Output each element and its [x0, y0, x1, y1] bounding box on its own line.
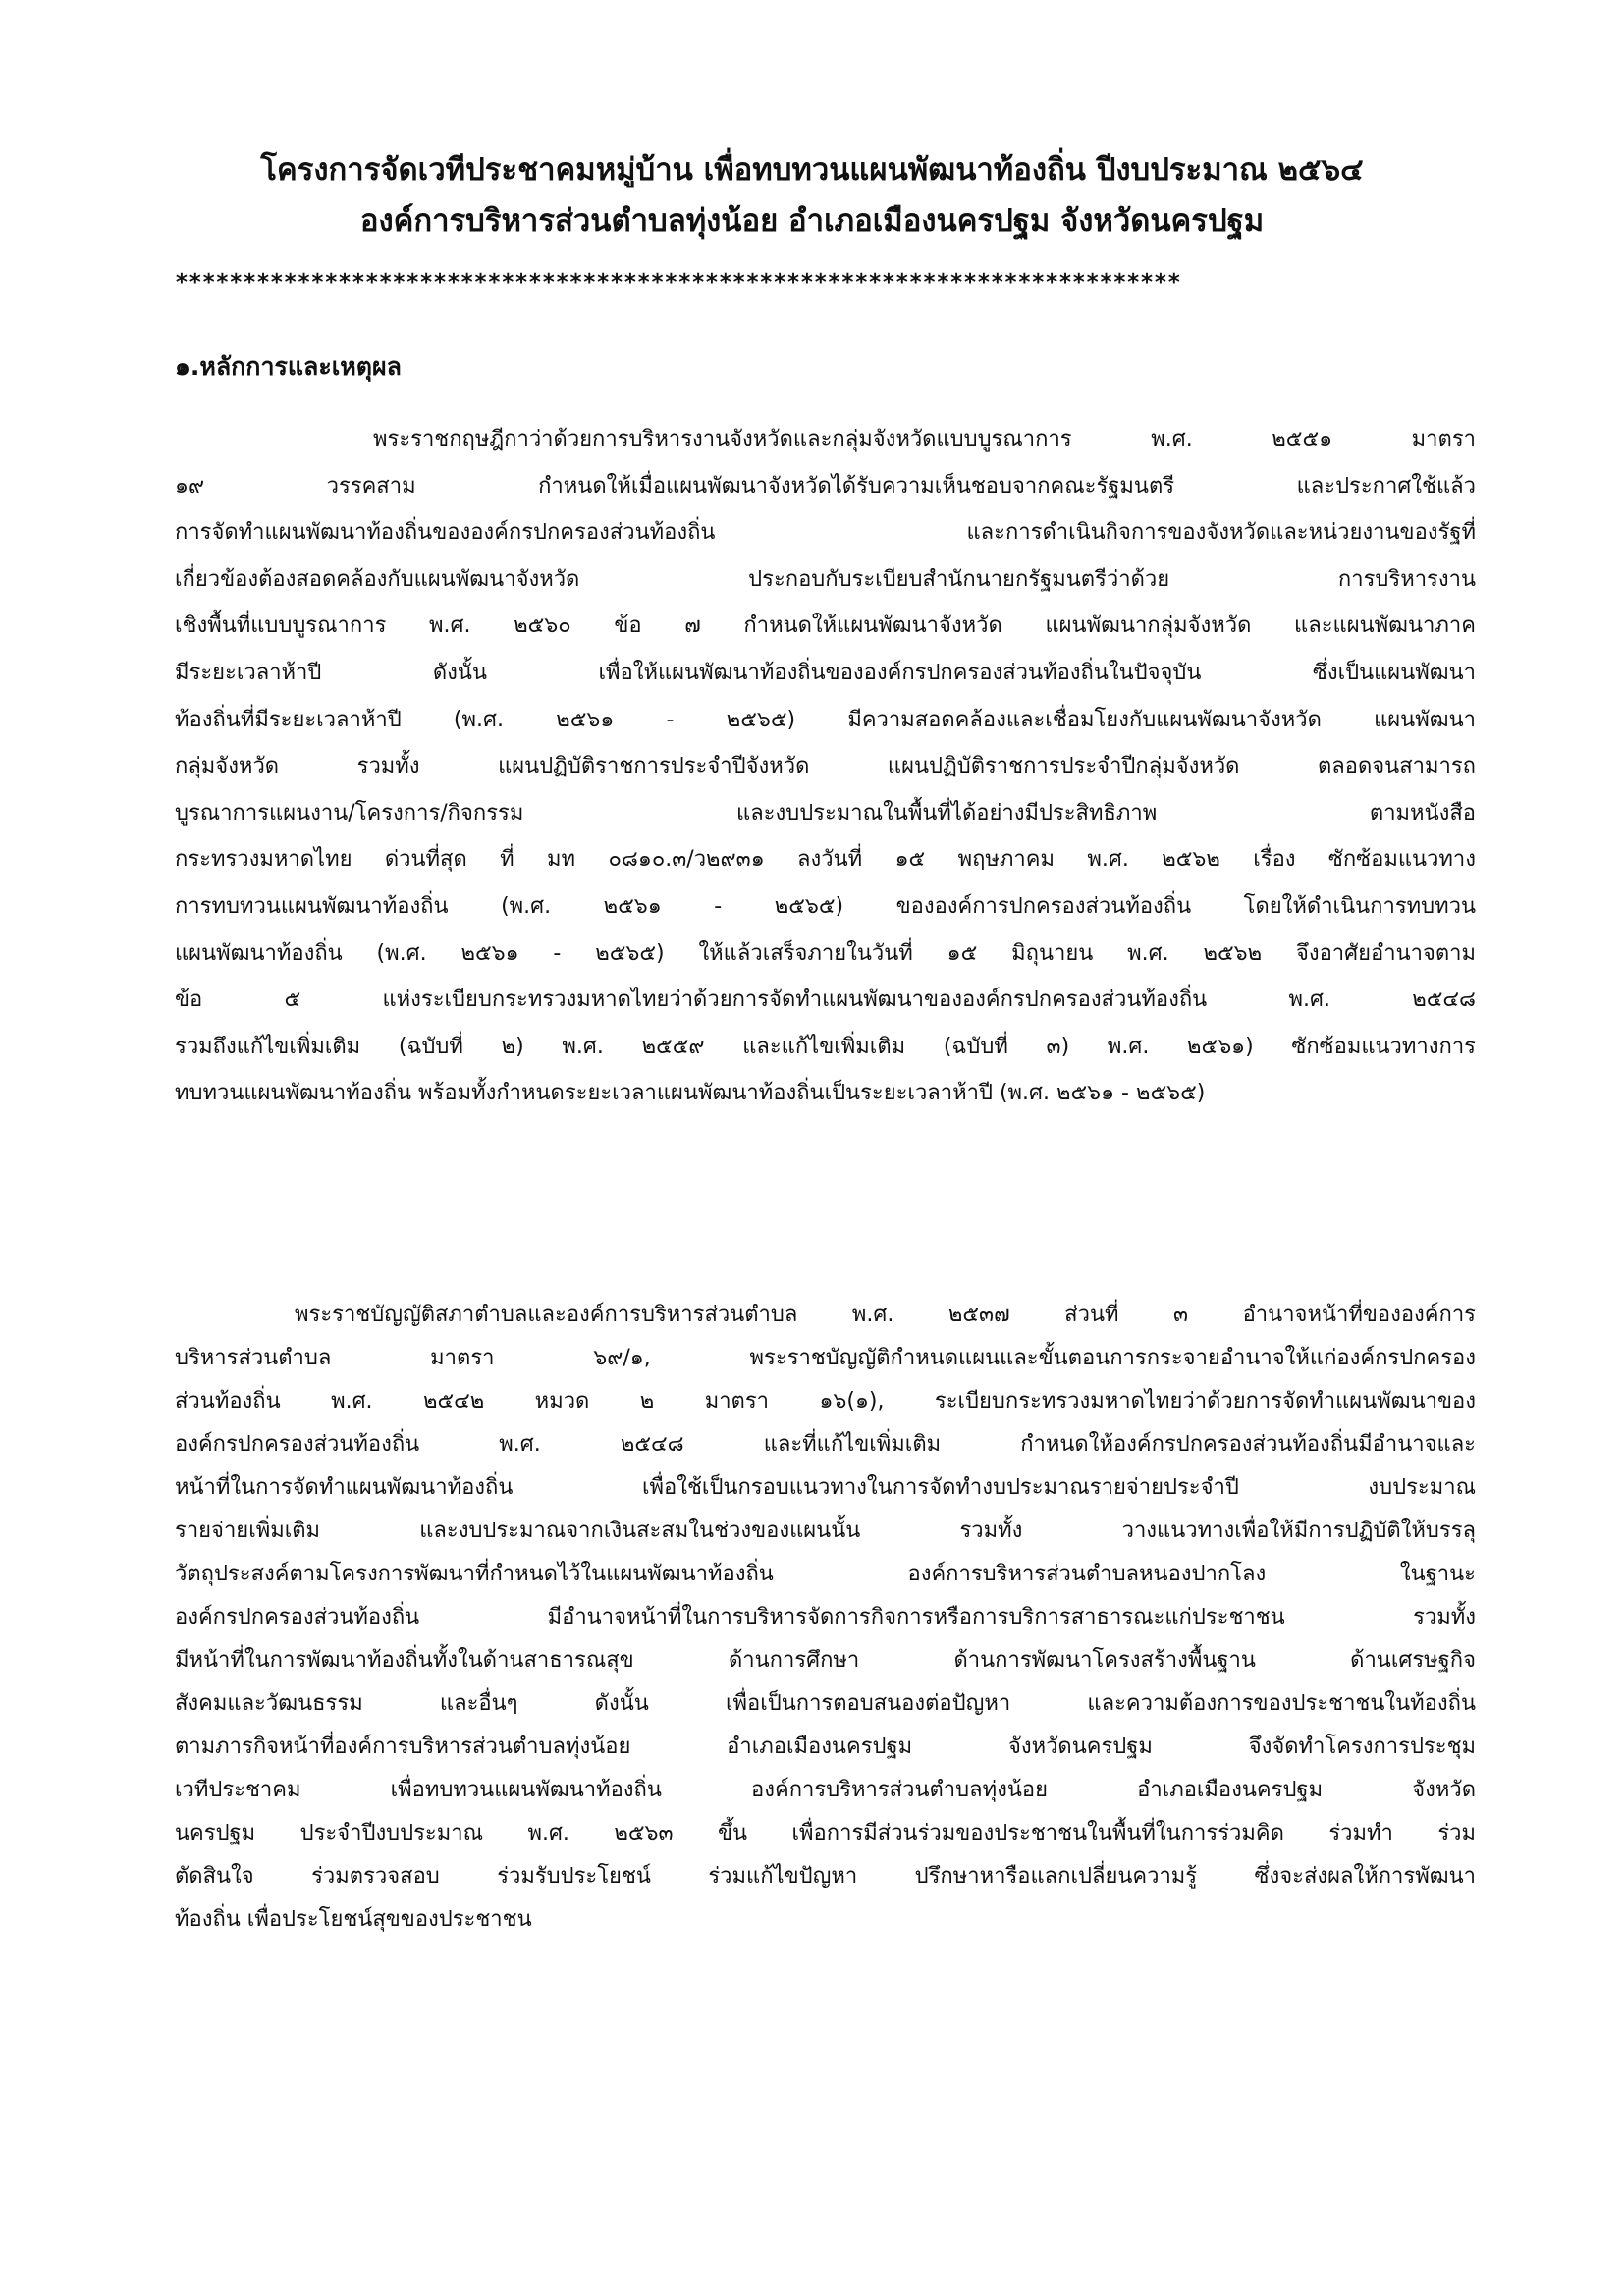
paragraph-line: เวทีประชาคม เพื่อทบทวนแผนพัฒนาท้องถิ่น องค์การบริหารส่วนตำบลทุ่งน้อย อำเภอเมืองนครปฐม จังหวัด [175, 1778, 1476, 1802]
asterisk-separator: ************************************************************************** [175, 270, 1181, 295]
paragraph-line: ท้องถิ่นที่มีระยะเวลาห้าปี (พ.ศ. ๒๕๖๑ - ๒๕๖๕) มีความสอดคล้องและเชื่อมโยงกับแผนพัฒนาจังหวัด แผนพัฒนา [175, 707, 1476, 732]
paragraph-line: วัตถุประสงค์ตามโครงการพัฒนาที่กำหนดไว้ในแผนพัฒนาท้องถิ่น องค์การบริหารส่วนตำบลหนองปากโลง ในฐานะ [175, 1562, 1476, 1586]
paragraph-line: พระราชกฤษฎีกาว่าด้วยการบริหารงานจังหวัดและกลุ่มจังหวัดแบบบูรณาการ พ.ศ. ๒๕๕๑ มาตรา [373, 427, 1476, 452]
paragraph-line: แผนพัฒนาท้องถิ่น (พ.ศ. ๒๕๖๑ - ๒๕๖๕) ให้แล้วเสร็จภายในวันที่ ๑๕ มิถุนายน พ.ศ. ๒๕๖๒ จึงอาศัยอำนาจตาม [175, 940, 1476, 966]
paragraph-line: เกี่ยวข้องต้องสอดคล้องกับแผนพัฒนาจังหวัด ประกอบกับระเบียบสำนักนายกรัฐมนตรีว่าด้วย การบริหารงาน [175, 566, 1476, 592]
section-heading: ๑.หลักการและเหตุผล [175, 352, 402, 381]
paragraph-line: ส่วนท้องถิ่น พ.ศ. ๒๕๔๒ หมวด ๒ มาตรา ๑๖(๑), ระเบียบกระทรวงมหาดไทยว่าด้วยการจัดทำแผนพัฒนาของ [175, 1389, 1476, 1414]
paragraph-line: การทบทวนแผนพัฒนาท้องถิ่น (พ.ศ. ๒๕๖๑ - ๒๕๖๕) ขององค์การปกครองส่วนท้องถิ่น โดยให้ดำเนินการทบทวน [175, 893, 1476, 919]
paragraph-line: รวมถึงแก้ไขเพิ่มเติม (ฉบับที่ ๒) พ.ศ. ๒๕๕๙ และแก้ไขเพิ่มเติม (ฉบับที่ ๓) พ.ศ. ๒๕๖๑) ซักซ้อมแนวทางการ [175, 1034, 1476, 1059]
paragraph-principles [175, 416, 1476, 1117]
paragraph-line: หน้าที่ในการจัดทำแผนพัฒนาท้องถิ่น เพื่อใช้เป็นกรอบแนวทางในการจัดทำงบประมาณรายจ่ายประจำปี งบประมาณ [175, 1475, 1476, 1500]
paragraph-line: กลุ่มจังหวัด รวมทั้ง แผนปฏิบัติราชการประจำปีจังหวัด แผนปฏิบัติราชการประจำปีกลุ่มจังหวัด ตลอดจนสามารถ [175, 754, 1476, 779]
paragraph-line: กระทรวงมหาดไทย ด่วนที่สุด ที่ มท ๐๘๑๐.๓/ว๒๙๓๑ ลงวันที่ ๑๕ พฤษภาคม พ.ศ. ๒๕๖๒ เรื่อง ซักซ้อมแนวทาง [175, 847, 1476, 873]
paragraph-authority [175, 1294, 1476, 1942]
paragraph-line: ตามภารกิจหน้าที่องค์การบริหารส่วนตำบลทุ่งน้อย อำเภอเมืองนครปฐม จังหวัดนครปฐม จึงจัดทำโครงการประชุม [175, 1735, 1476, 1759]
paragraph-line: ท้องถิ่น เพื่อประโยชน์สุขของประชาชน [175, 1907, 532, 1932]
paragraph-line: บริหารส่วนตำบล มาตรา ๖๙/๑, พระราชบัญญัติกำหนดแผนและขั้นตอนการกระจายอำนาจให้แก่องค์กรปกครอง [175, 1346, 1476, 1370]
paragraph-line: สังคมและวัฒนธรรม และอื่นๆ ดังนั้น เพื่อเป็นการตอบสนองต่อปัญหา และความต้องการของประชาชนในท้องถิ่น [175, 1691, 1476, 1716]
paragraph-line: องค์กรปกครองส่วนท้องถิ่น พ.ศ. ๒๕๔๘ และที่แก้ไขเพิ่มเติม กำหนดให้องค์กรปกครองส่วนท้องถิ่นมีอำนาจและ [175, 1432, 1476, 1457]
paragraph-line: รายจ่ายเพิ่มเติม และงบประมาณจากเงินสะสมในช่วงของแผนนั้น รวมทั้ง วางแนวทางเพื่อให้มีการปฏิบัติให้บรรลุ [175, 1519, 1476, 1543]
document-title-line-2: องค์การบริหารส่วนตำบลทุ่งน้อย อำเภอเมืองนครปฐม จังหวัดนครปฐม [359, 203, 1265, 239]
paragraph-line: นครปฐม ประจำปีงบประมาณ พ.ศ. ๒๕๖๓ ขึ้น เพื่อการมีส่วนร่วมของประชาชนในพื้นที่ในการร่วมคิด ร่วมทำ ร่วม [175, 1821, 1476, 1845]
paragraph-line: การจัดทำแผนพัฒนาท้องถิ่นขององค์กรปกครองส่วนท้องถิ่น และการดำเนินกิจการของจังหวัดและหน่วยงานของรัฐที่ [175, 520, 1476, 546]
paragraph-line: มีหน้าที่ในการพัฒนาท้องถิ่นทั้งในด้านสาธารณสุข ด้านการศึกษา ด้านการพัฒนาโครงสร้างพื้นฐาน ด้านเศรษฐกิจ [175, 1648, 1476, 1673]
paragraph-line: ๑๙ วรรคสาม กำหนดให้เมื่อแผนพัฒนาจังหวัดได้รับความเห็นชอบจากคณะรัฐมนตรี และประกาศใช้แล้ว [175, 473, 1476, 499]
document-title-line-1: โครงการจัดเวทีประชาคมหมู่บ้าน เพื่อทบทวนแผนพัฒนาท้องถิ่น ปีงบประมาณ ๒๕๖๔ [260, 152, 1364, 187]
paragraph-line: บูรณาการแผนงาน/โครงการ/กิจกรรม และงบประมาณในพื้นที่ได้อย่างมีประสิทธิภาพ ตามหนังสือ [175, 800, 1476, 826]
paragraph-line: ข้อ ๕ แห่งระเบียบกระทรวงมหาดไทยว่าด้วยการจัดทำแผนพัฒนาขององค์กรปกครองส่วนท้องถิ่น พ.ศ. ๒๕๔๘ [175, 988, 1476, 1013]
paragraph-line: มีระยะเวลาห้าปี ดังนั้น เพื่อให้แผนพัฒนาท้องถิ่นขององค์กรปกครองส่วนท้องถิ่นในปัจจุบัน ซึ่งเป็นแผนพัฒนา [175, 660, 1476, 685]
paragraph-line: ทบทวนแผนพัฒนาท้องถิ่น พร้อมทั้งกำหนดระยะเวลาแผนพัฒนาท้องถิ่นเป็นระยะเวลาห้าปี (พ.ศ. ๒๕๖๑ - ๒๕๖๕) [175, 1081, 1206, 1106]
paragraph-line: พระราชบัญญัติสภาตำบลและองค์การบริหารส่วนตำบล พ.ศ. ๒๕๓๗ ส่วนที่ ๓ อำนาจหน้าที่ขององค์การ [295, 1303, 1476, 1327]
paragraph-line: เชิงพื้นที่แบบบูรณาการ พ.ศ. ๒๕๖๐ ข้อ ๗ กำหนดให้แผนพัฒนาจังหวัด แผนพัฒนากลุ่มจังหวัด และแผนพัฒนาภาค [175, 614, 1476, 639]
paragraph-line: องค์กรปกครองส่วนท้องถิ่น มีอำนาจหน้าที่ในการบริหารจัดการกิจการหรือการบริการสาธารณะแก่ประชาชน รวมทั้ง [175, 1605, 1476, 1629]
paragraph-line: ตัดสินใจ ร่วมตรวจสอบ ร่วมรับประโยชน์ ร่วมแก้ไขปัญหา ปรึกษาหารือแลกเปลี่ยนความรู้ ซึ่งจะส่งผลให้การพัฒนา [175, 1864, 1476, 1889]
